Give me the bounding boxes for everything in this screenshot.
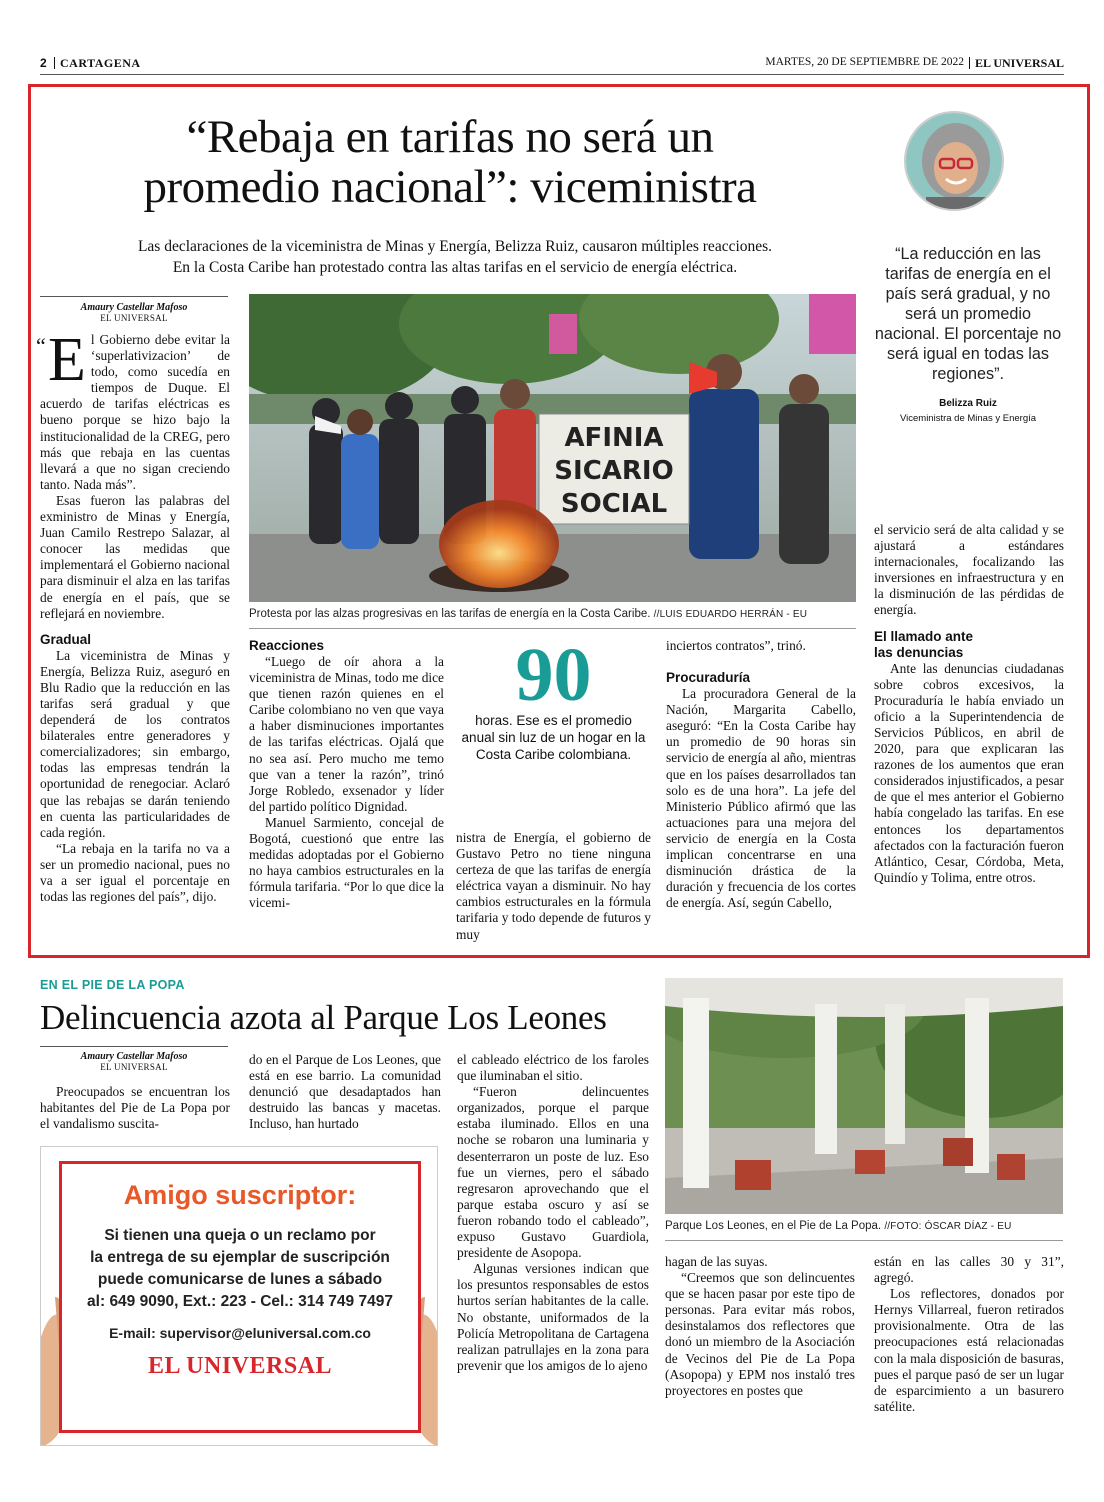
byline: [40, 296, 228, 323]
paragraph: Los reflectores, donados por Hernys Villarreal, fueron retirados provisionalmente. Otra de las preocupaciones está relacionadas con la mala disposición de basuras, pues el parque pasó de ser un lugar de esparcimiento a un basurero satélite.: [874, 1286, 1064, 1414]
byline-author: Amaury Castellar Mafoso: [80, 302, 188, 313]
portrait-photo: [904, 111, 1004, 211]
paragraph: están en las calles 30 y 31”, agregó.: [874, 1254, 1064, 1286]
paragraph: hagan de las suyas.: [665, 1254, 768, 1269]
headline-line-1: “Rebaja en tarifas no será un: [186, 111, 714, 163]
ad-line-1: Si tienen una queja o un reclamo por: [104, 1227, 376, 1244]
park-caption-rule: [665, 1240, 1063, 1241]
pull-quote-title: Viceministra de Minas y Energía: [899, 413, 1037, 424]
main-headline: [40, 112, 860, 212]
main-lede: [40, 236, 870, 278]
park-photo-caption: [665, 1220, 1012, 1232]
paragraph: “Fueron delincuentes organizados, porque el parque estaba iluminado. Ellos en una noche se robaron una luminaria y desenterraron un poste de luz. Eso fue un viernes, pero el sábado regresaron aprovechando que el parque estaba oscuro y así se fueron robando todo el cableado”, expuso Gustavo Guardiola, presidente de Asopopa.: [457, 1084, 649, 1261]
paragraph: nistra de Energía, el gobierno de Gustavo Petro no tiene ninguna certeza de que las tarifas de energía eléctrica vayan a disminuir. No hay cambios estructurales en la fórmula tarifaria y todo depende de futuros y muy: [456, 830, 651, 942]
stat-number: 90: [515, 633, 592, 717]
caption-credit: //LUIS EDUARDO HERRÁN - EU: [653, 609, 808, 620]
park-photo: [665, 978, 1063, 1214]
second-kicker: EN EL PIE DE LA POPA: [40, 978, 185, 992]
lede-line-2: En la Costa Caribe han protestado contra las altas tarifas en el servicio de energía eléctrica.: [172, 259, 738, 276]
sign-line-2: SICARIO: [554, 456, 674, 486]
subhead-procuraduria: Procuraduría: [666, 670, 751, 686]
ad-line-2: la entrega de su ejemplar de suscripción: [90, 1249, 390, 1266]
protest-photo: [249, 294, 856, 602]
page-header: [40, 56, 1064, 72]
paragraph: el servicio será de alta calidad y se ajustará a estándares internacionales, focalizando las inversiones en infraestructura y en la disminución de las pérdidas de energía.: [874, 522, 1064, 618]
article-column-4: [666, 638, 856, 911]
caption-text: Protesta por las alzas progresivas en las tarifas de energía en la Costa Caribe.: [249, 608, 651, 620]
sign-line-1: AFINIA: [564, 423, 664, 453]
paragraph: Ante las denuncias ciudadanas sobre cobros excesivos, la Procuraduría le había enviado un oficio a la Superintendencia de Servicios Públicos, en abril de 2020, para que explicaran las razones de los aumentos que eran considerados injustificados, a pesar de que el mes anterior el Gobierno había congelado las tarifas. En ese entonces los departamentos afectados con la facturación fueron Atlántico, Cesar, Córdoba, Meta, Quindío y Tolima, entre otros.: [874, 660, 1064, 885]
article-column-2: [249, 638, 444, 912]
second-column-2: [249, 1052, 441, 1132]
section-name: CARTAGENA: [60, 56, 141, 70]
header-brand: EL UNIVERSAL: [974, 56, 1064, 70]
subhead-gradual: Gradual: [40, 631, 92, 647]
caption-rule: [249, 628, 856, 629]
ad-line-4: al: 649 9090, Ext.: 223 - Cel.: 314 749 7497: [87, 1293, 393, 1310]
header-date: MARTES, 20 DE SEPTIEMBRE DE 2022: [765, 56, 964, 68]
caption-text: Parque Los Leones, en el Pie de La Popa.: [665, 1220, 882, 1232]
paragraph: La viceministra de Minas y Energía, Belizza Ruiz, aseguró en Blu Radio que la reducción en las tarifas será gradual y que dependerá de los contratos bilaterales entre generadores y comercializadores; sin embargo, todas las empresas tendrán la oportunidad de renegociar. Aclaró que las rebajas se darán teniendo en cuenta las particularidades de cada región.: [40, 647, 230, 840]
header-divider-2: [969, 57, 970, 69]
paragraph: Esas fueron las palabras del exministro de Minas y Energía, Juan Camilo Restrepo Salazar, al conocer las medidas que implementará el Gobierno nacional para disminuir el alza en las tarifas de energía en el país, que se reflejará en noviembre.: [40, 492, 230, 621]
second-headline: Delincuencia azota al Parque Los Leones: [40, 998, 607, 1037]
paragraph: “Creemos que son delincuentes que se hacen pasar por este tipo de personas. Para evitar más robos, desinstalamos dos reflectores que donó un miembro de la Asociación de Vecinos del Pie de La Popa (Asopopa) y EPM nos instaló tres proyectores en postes que: [665, 1270, 855, 1398]
sign-line-3: SOCIAL: [560, 489, 668, 519]
pull-quote: “La reducción en las tarifas de energía en el país será gradual, y no será un promedio nacional. El porcentaje no será igual en todas las regiones”.: [874, 245, 1062, 383]
page-number: 2: [40, 56, 47, 70]
subhead-llamado: El llamado ante las denuncias: [874, 628, 974, 660]
second-column-3: [457, 1052, 649, 1374]
ad-body: [62, 1225, 418, 1313]
paragraph: “La rebaja en la tarifa no va a ser un promedio nacional, pues no va a ser igual el porcentaje en todas las regiones del país”, dijo.: [40, 840, 230, 905]
ad-title: Amigo suscriptor:: [123, 1180, 357, 1210]
paragraph: La procuradora General de la Nación, Margarita Cabello, aseguró: “En la Costa Caribe hay un promedio de 90 horas sin servicio de energía al año, mientras que en los países desarrollados tan solo es de una hora”. La jefe del Ministerio Público afirmó que las actuaciones para una mejora del servicio de energía en la Costa implican concentrarse en una disminución drástica de la duración y frecuencia de los cortes de energía. Así, según Cabello,: [666, 686, 856, 911]
byline-org: EL UNIVERSAL: [100, 313, 168, 323]
caption-credit: //FOTO: ÓSCAR DÍAZ - EU: [884, 1221, 1012, 1232]
second-column-4: [665, 1254, 855, 1399]
article-column-1: [36, 326, 230, 905]
open-quote-mark: “: [36, 333, 46, 358]
drop-cap: E: [48, 326, 86, 394]
second-byline: [40, 1046, 228, 1072]
subscriber-ad: [40, 1146, 438, 1446]
paragraph: el cableado eléctrico de los faroles que iluminaban el sitio.: [457, 1052, 649, 1084]
paragraph: Algunas versiones indican que los presuntos responsables de estos hurtos serían habitantes de la calle. No obstante, uniformados de la Policía Metropolitana de Cartagena realizan patrullajes en la zona para prevenir que los amigos de lo ajeno: [457, 1261, 649, 1373]
byline-org: EL UNIVERSAL: [100, 1062, 168, 1072]
protest-photo-illustration: [249, 294, 856, 602]
paragraph: Manuel Sarmiento, concejal de Bogotá, cuestionó que entre las medidas adoptadas por el Gobierno no haya cambios estructurales en la fórmula tarifaria. “Por lo que dice la vicemi-: [249, 814, 444, 911]
stat-box: [456, 633, 651, 763]
protest-photo-caption: [249, 608, 807, 620]
lede-line-1: Las declaraciones de la viceministra de Minas y Energía, Belizza Ruiz, causaron múltiples reacciones.: [137, 238, 773, 255]
opening-paragraph: “ E l Gobierno debe evitar la ‘superlativizacion’ de todo, como sucedía en tiempos de Duque. El acuerdo de tarifas eléctricas es bueno porque se hizo bajo la institucionalidad de la CREG, pero más que rebaja en las cuentas llevará a que no sigan creciendo tanto. Nada más”.: [36, 326, 230, 492]
header-divider: [54, 57, 55, 69]
subhead-reacciones: Reacciones: [249, 638, 325, 653]
ad-line-3: puede comunicarse de lunes a sábado: [97, 1271, 383, 1288]
paragraph: do en el Parque de Los Leones, que está en ese barrio. La comunidad denunció que desadaptados han destruido las bancas y macetas. Incluso, han hurtado: [249, 1052, 441, 1132]
second-column-5: [874, 1254, 1064, 1415]
ad-email: E-mail: supervisor@eluniversal.com.co: [109, 1325, 371, 1341]
paragraph: “Luego de oír ahora a la viceministra de Minas, todo me dice que tienen razón quienes en el Caribe colombiano no ven que vaya a haber disminuciones importantes de las tarifas eléctricas. Ojalá que no sea así. Pero mucho me temo que van a tener la razón”, trinó Jorge Robledo, exsenador y líder del partido político Dignidad.: [249, 654, 444, 814]
article-column-5: [874, 522, 1064, 886]
pull-quote-name: Belizza Ruiz: [939, 398, 997, 409]
paragraph: Preocupados se encuentran los habitantes del Pie de La Popa por el vandalismo suscita-: [40, 1084, 230, 1132]
byline-author: Amaury Castellar Mafoso: [80, 1051, 188, 1062]
paragraph: inciertos contratos”, trinó.: [666, 638, 806, 653]
ad-brand: EL UNIVERSAL: [147, 1353, 333, 1379]
header-rule: [40, 74, 1064, 75]
article-column-3: [456, 830, 651, 943]
stat-description: horas. Ese es el promedio anual sin luz de un hogar en la Costa Caribe colombiana.: [461, 713, 646, 762]
ad-sign: [59, 1161, 421, 1433]
second-column-1: [40, 1084, 230, 1132]
headline-line-2: promedio nacional”: viceministra: [143, 161, 757, 213]
park-photo-illustration: [665, 978, 1063, 1214]
portrait-illustration: [906, 113, 1004, 211]
